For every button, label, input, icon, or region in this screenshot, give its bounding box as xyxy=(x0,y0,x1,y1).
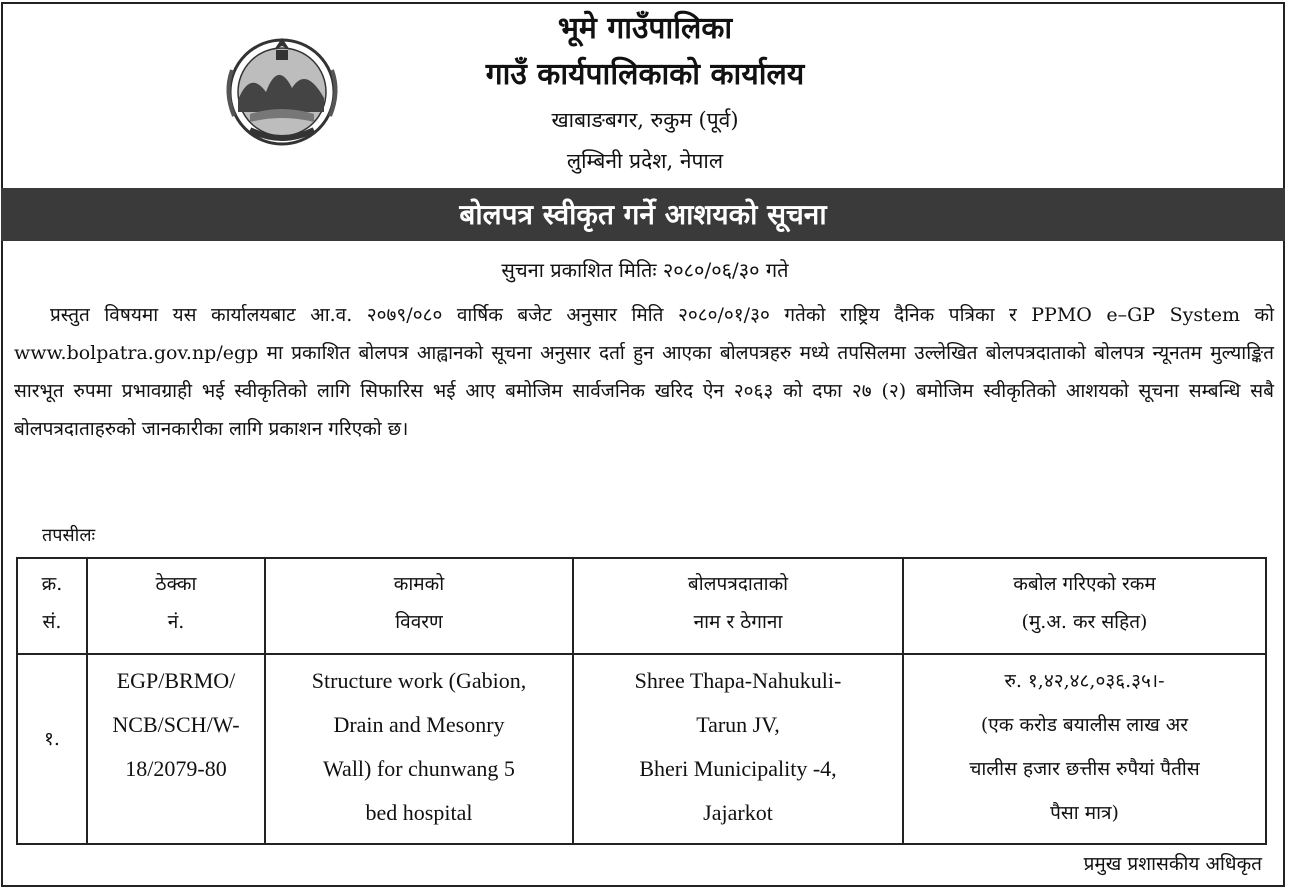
notice-title-banner: बोलपत्र स्वीकृत गर्ने आशयको सूचना xyxy=(1,188,1285,241)
signatory-title: प्रमुख प्रशासकीय अधिकृत xyxy=(1083,853,1262,875)
details-label: तपसीलः xyxy=(42,525,96,546)
header-bidder: बोलपत्रदाताको नाम र ठेगाना xyxy=(573,558,903,654)
header-bid-amount: कबोल गरिएको रकम (मु.अ. कर सहित) xyxy=(903,558,1266,654)
cell-bidder: Shree Thapa-Nahukuli- Tarun JV, Bheri Municipality -4, Jajarkot xyxy=(573,654,903,844)
bid-table xyxy=(16,557,1267,845)
cell-contract-number: EGP/BRMO/ NCB/SCH/W- 18/2079-80 xyxy=(87,654,265,844)
table-row xyxy=(17,654,1266,844)
office-address: खाबाङबगर, रुकुम (पूर्व) xyxy=(551,108,739,132)
table-header-row xyxy=(17,558,1266,654)
cell-bid-amount: रु. १,४२,४८,०३६.३५।- (एक करोड बयालीस लाख अर चालीस हजार छत्तीस रुपैयां पैतीस पैसा मात्र) xyxy=(903,654,1266,844)
header-work-description: कामको विवरण xyxy=(265,558,573,654)
office-name: गाउँ कार्यपालिकाको कार्यालय xyxy=(485,57,805,92)
office-province: लुम्बिनी प्रदेश, नेपाल xyxy=(566,149,724,173)
header-contract-number: ठेक्का नं. xyxy=(87,558,265,654)
notice-body-text: प्रस्तुत विषयमा यस कार्यालयबाट आ.व. २०७९/०८० वार्षिक बजेट अनुसार मिति २०८०/०१/३० गतेको राष्ट्रिय दैनिक पत्रिका र PPMO e–GP System को www.bolpatra.gov.np/egp मा प्रकाशित बोलपत्र आह्वानको सूचना अनुसार दर्ता हुन आएका बोलपत्रहरु मध्ये तपसिलमा उल्लेखित बोलपत्रदाताको बोलपत्र न्यूनतम मुल्याङ्कित सारभूत रुपमा प्रभावग्राही भई स्वीकृतिको लागि सिफारिस भई आए बमोजिम सार्वजनिक खरिद ऐन २०६३ को दफा २७ (२) बमोजिम स्वीकृतिको आशयको सूचना सम्बन्धि सबै बोलपत्रदाताहरुको जानकारीका लागि प्रकाशन गरिएको छ। xyxy=(14,304,1274,440)
cell-work-description: Structure work (Gabion, Drain and Mesonry Wall) for chunwang 5 bed hospital xyxy=(265,654,573,844)
cell-serial-number: १. xyxy=(17,654,87,844)
municipality-name: भूमे गाउँपालिका xyxy=(557,11,733,46)
header-serial-number: क्र. सं. xyxy=(17,558,87,654)
published-date: सुचना प्रकाशित मितिः २०८०/०६/३० गते xyxy=(501,258,789,282)
